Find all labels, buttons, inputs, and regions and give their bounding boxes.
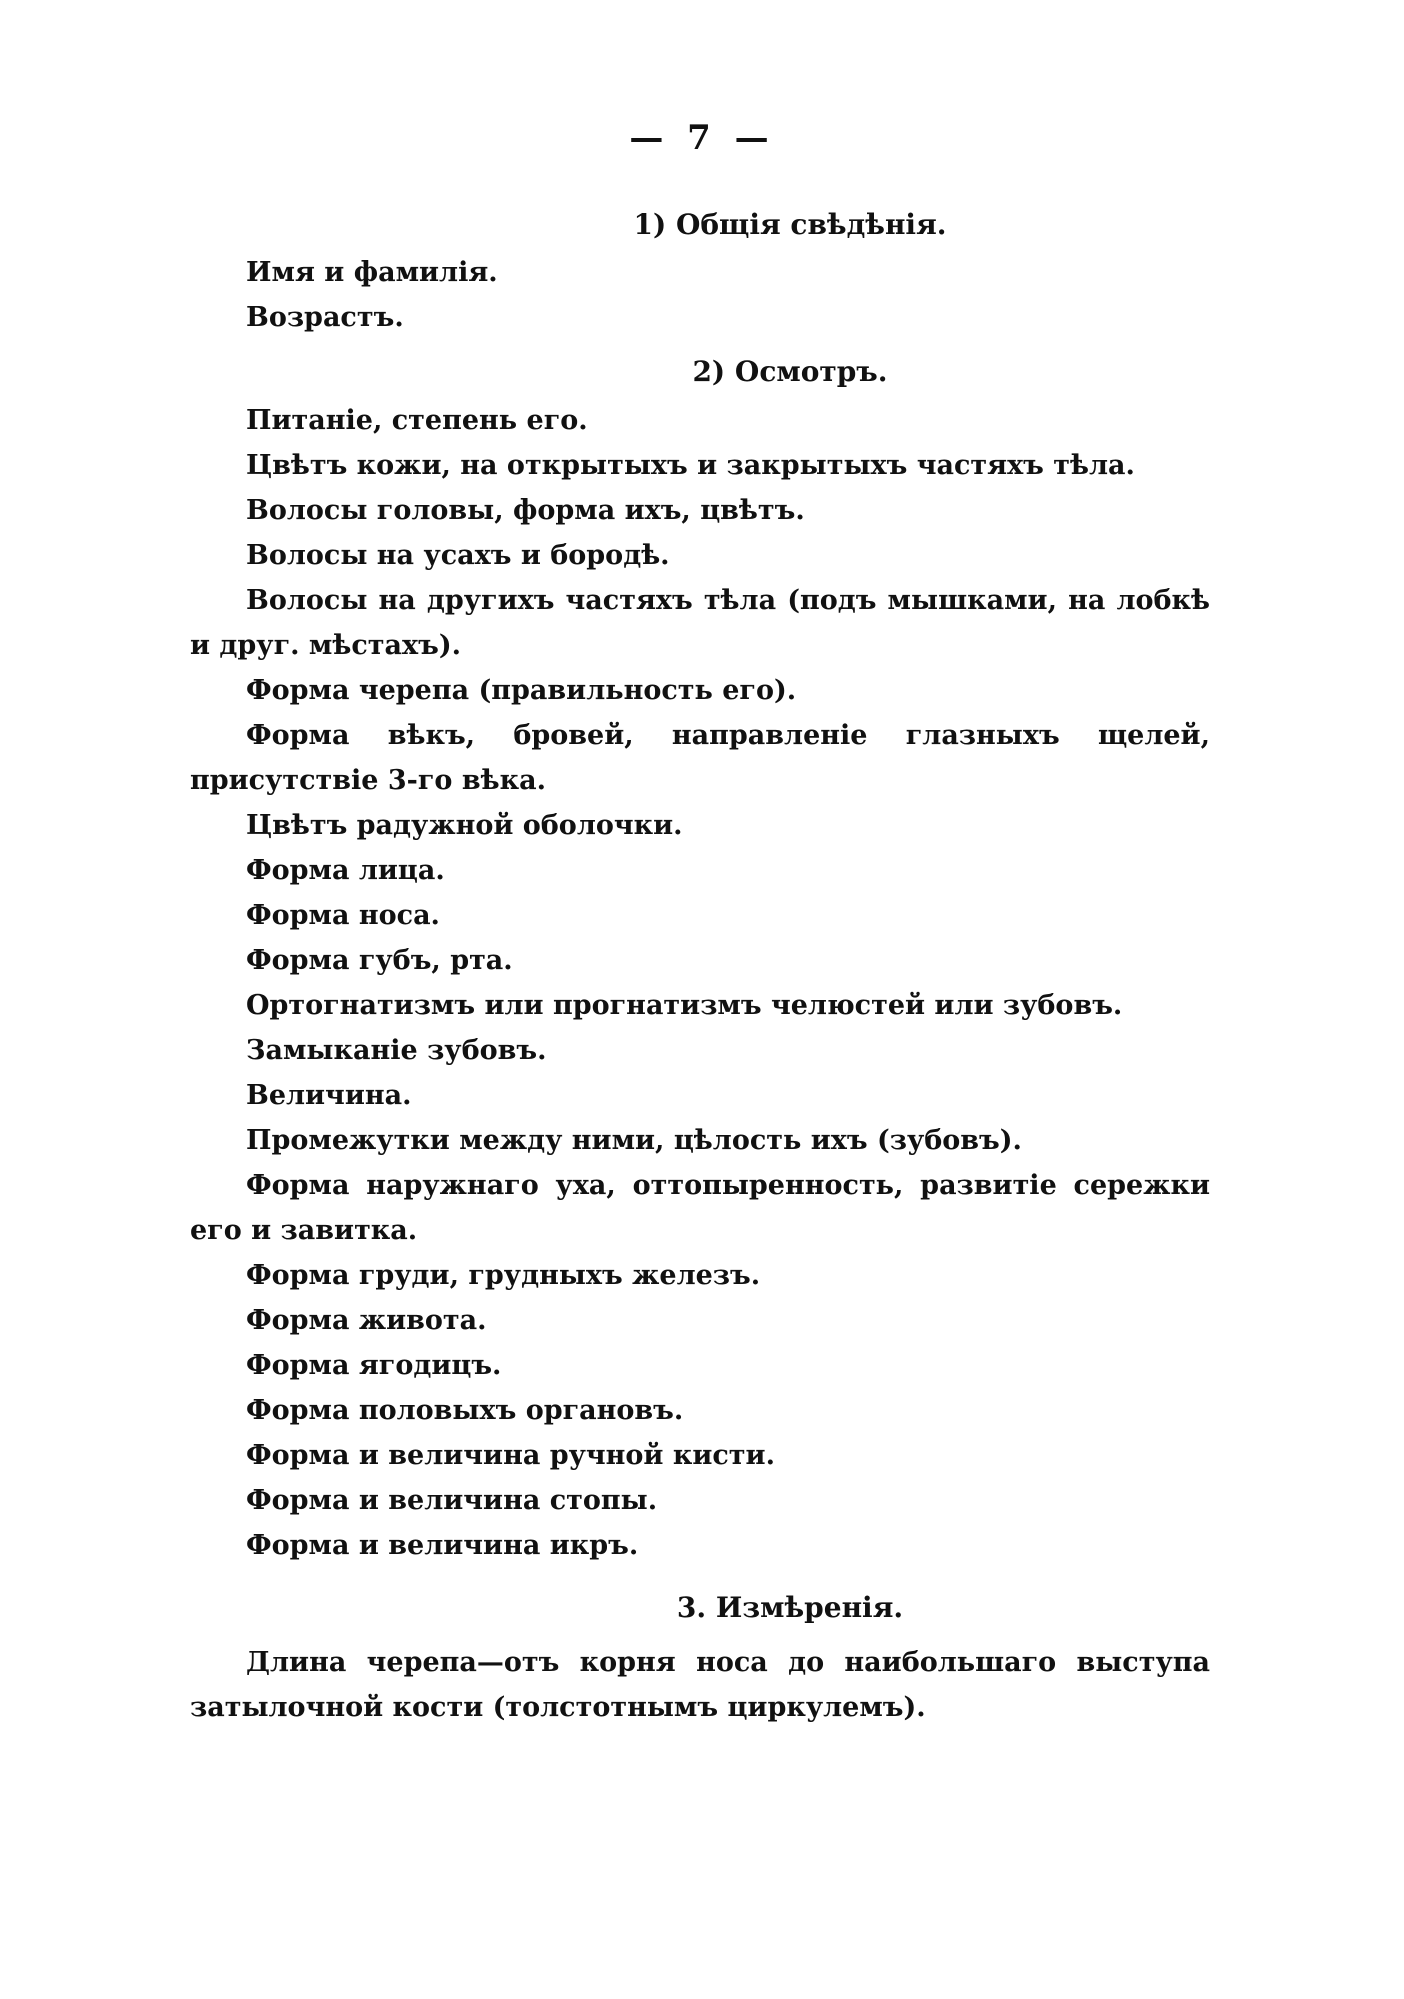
- section2-item: Форма носа.: [246, 900, 440, 931]
- section2-item: Форма лица.: [246, 855, 445, 886]
- section2-paragraph-eyelids: Форма вѣкъ, бровей, направленіе глазныхъ щелей, присутствіе 3-го вѣка.: [190, 720, 1210, 796]
- section2-item: Форма губъ, рта.: [246, 945, 513, 976]
- section1-item: Имя и фамилія.: [246, 257, 498, 288]
- page-number: — 7 —: [629, 118, 775, 158]
- section2-item: Форма груди, грудныхъ железъ.: [246, 1260, 761, 1291]
- section1-item: Возрастъ.: [246, 302, 404, 333]
- section2-item: Промежутки между ними, цѣлость ихъ (зубовъ).: [246, 1125, 1022, 1156]
- page-body: [190, 200, 1210, 1730]
- section2-item: Волосы головы, форма ихъ, цвѣтъ.: [246, 495, 805, 526]
- section2-item: Форма и величина ручной кисти.: [246, 1440, 775, 1471]
- section2-item: Цвѣтъ кожи, на открытыхъ и закрытыхъ частяхъ тѣла.: [246, 450, 1135, 481]
- section3-heading: 3. Измѣренія.: [676, 1591, 904, 1624]
- section2-item: Форма половыхъ органовъ.: [246, 1395, 684, 1426]
- section2-item: Цвѣтъ радужной оболочки.: [246, 810, 683, 841]
- section2-item: Ортогнатизмъ или прогнатизмъ челюстей или зубовъ.: [246, 990, 1123, 1021]
- section2-item: Волосы на усахъ и бородѣ.: [246, 540, 670, 571]
- section2-item: Форма и величина икръ.: [246, 1530, 639, 1561]
- section2-item: Форма ягодицъ.: [246, 1350, 502, 1381]
- section2-item: Величина.: [246, 1080, 412, 1111]
- section2-item: Питаніе, степень его.: [246, 405, 588, 436]
- section3-paragraph: Длина черепа—отъ корня носа до наибольшаго выступа затылочной кости (толстотнымъ циркулемъ).: [190, 1647, 1210, 1723]
- section2-item: Форма живота.: [246, 1305, 487, 1336]
- section2-heading: 2) Осмотръ.: [692, 355, 888, 388]
- section2-item: Замыканіе зубовъ.: [246, 1035, 547, 1066]
- section2-paragraph-ear: Форма наружнаго уха, оттопыренность, развитіе сережки его и завитка.: [190, 1170, 1210, 1246]
- section2-paragraph-hair: Волосы на другихъ частяхъ тѣла (подъ мышками, на лобкѣ и друг. мѣстахъ).: [190, 585, 1210, 661]
- section1-heading: 1) Общія свѣдѣнія.: [633, 208, 947, 241]
- section2-item: Форма и величина стопы.: [246, 1485, 658, 1516]
- section2-item: Форма черепа (правильность его).: [246, 675, 797, 706]
